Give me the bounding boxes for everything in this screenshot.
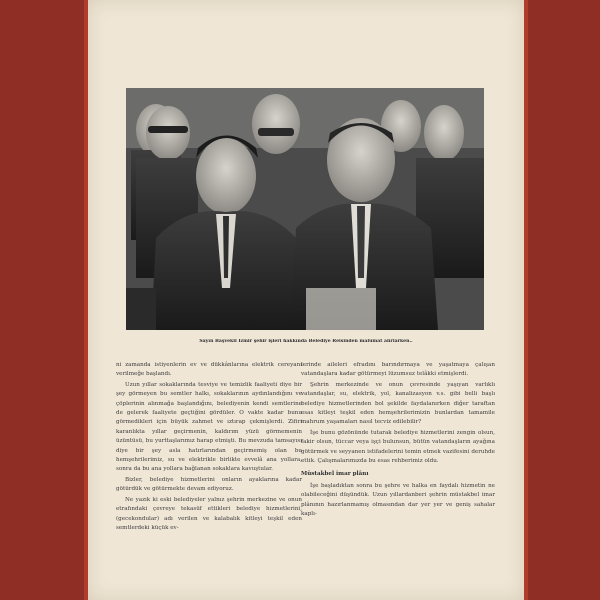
paragraph: İşe başladıktan sonra bu şehre ve halka en faydalı hizmetin ne olabileceğini düşündük. Uzun yıllardanberi şehrin müstakbel imar plânının hazırlanmamış olmasından dar yer yer ve geniş sahalar kaplı- [301,482,495,518]
group-photo [126,88,484,330]
paragraph: Bizler, belediye hizmetlerini onların ayaklarına kadar götürdük ve götürmekte devam ediyoruz. [116,476,302,493]
paragraph: ni zamanda istiyenlerin ev ve dükkânlarına elektrik cereyanı verilmeğe başlandı. [116,362,302,378]
section-heading: Müstakbel imar plânı [301,471,369,478]
paragraph: Ne yazık ki eski belediyeler yalnız şehrin merkezine ve onun etrafındaki çevreye tekasüf ettikleri belediye hizmetlerini, (gecekondular) adı verilen ve kalabalık kitleyi teşkil eden semtlerdeki küçük ev- [116,496,302,531]
book-page [88,0,524,600]
photo-caption: Sayın Başvekil İzmir şehir işleri hakkında Belediye Reisinden malûmat alırlarken.. [199,339,413,344]
paragraph: Uzun yıllar sokaklarında tesviye ve temizlik faaliyeti diye bir şey görmeyen bu semtler halkı, sokaklarının aydınlandığını ve çöplerinin alınmağa başlandığını, belediyenin kendi semtlerine de gelerek faaliyete geçtiğini gördüler. O vakte kadar bunu görmedikleri için büyük zahmet ve ıztırap çekmişlerdi. Zifiri karanlıkta yıllar geçirmenin, kaldırım yüzü görmemenin üzüntüsü, bu yurttaşlarımız harap etmişti. Bu mevzuda tamsayısı diye bir şey asla hatırlarından geçirmemiş olan bu hemşehrilerimiz, su ve elektrikle birlikte evvelâ ana yollara, sonra da bu ana yollara bağlanan sokaklara kavuştular. [116,381,302,473]
left-column [116,361,302,534]
paragraph: İşe bunu gözönünde tutarak belediye hizmetlerini zengin olsun, fakir olsun, tüccar veya işçi bulunsun, bütün vatandaşların ayağına götürmek ve seyyanen istifadelerini temin etmek vazifesini deruhde ettik. Çalışmalarımızda bu esas rehberimiz oldu. [301,429,495,465]
right-column [301,361,495,521]
paragraph: Şehrin merkezinde ve onun çevresinde yaşıyan varlıklı vatandaşlar, su, elektrik, yol, kanalizasyon v.s. gibi belli başlı belediye hizmetlerinden bol şekilde faydalanırken diğer taraftan esas kitleyi teşkil eden hemşehrilerimizin bunlardan tamamile mahrum yaşamaları nasıl tecviz edilebilir? [301,381,495,426]
paragraph: lerinde aileleri efradını barındırmaya ve yaşatmaya çalışan vatandaşlara kadar götürmeyi lüzumsuz telâkki etmişlerdi. [301,362,495,378]
